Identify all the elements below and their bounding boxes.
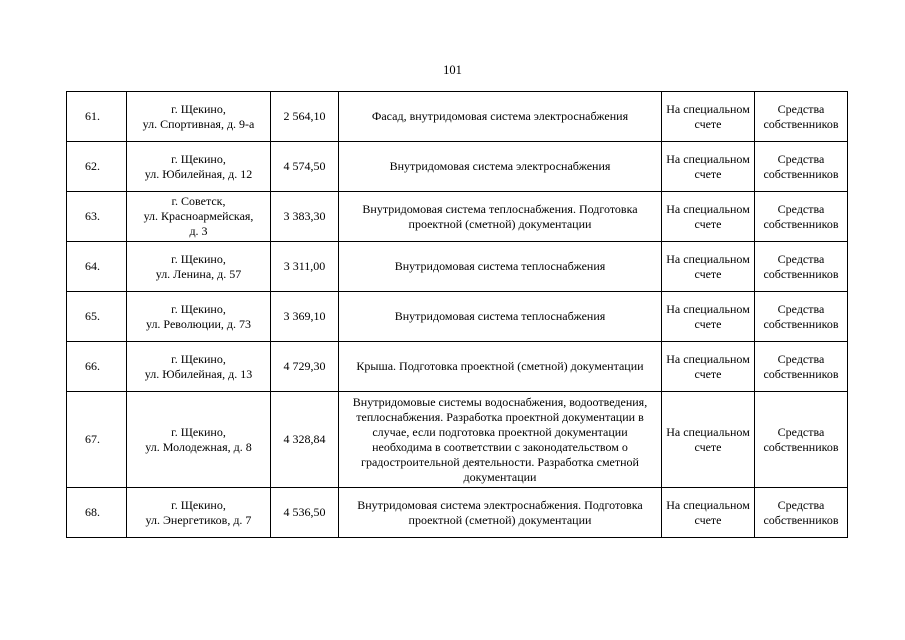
funding-source-cell: Средства собственников [755, 342, 848, 392]
account-type-cell: На специальном счете [662, 142, 755, 192]
address-line: ул. Энергетиков, д. 7 [145, 512, 252, 527]
row-number: 63. [67, 192, 127, 242]
work-description-cell: Внутридомовая система теплоснабжения [339, 292, 662, 342]
account-type-cell: На специальном счете [662, 342, 755, 392]
row-number: 66. [67, 342, 127, 392]
table-row [67, 242, 848, 292]
table-row [67, 488, 848, 538]
work-description-cell: Внутридомовая система электроснабжения [339, 142, 662, 192]
cost-cell: 3 383,30 [271, 192, 339, 242]
address-line: ул. Молодежная, д. 8 [145, 439, 252, 454]
address-line: г. Щекино, [171, 301, 226, 316]
address-line: ул. Ленина, д. 57 [155, 266, 242, 281]
address-line: г. Щекино, [171, 251, 226, 266]
page-number: 101 [443, 63, 462, 77]
cost-cell: 3 311,00 [271, 242, 339, 292]
table-row [67, 342, 848, 392]
table-row [67, 392, 848, 488]
row-number: 62. [67, 142, 127, 192]
address-cell [127, 292, 271, 342]
cost-cell: 4 328,84 [271, 392, 339, 488]
account-type-cell: На специальном счете [662, 92, 755, 142]
repair-program-table [66, 91, 848, 538]
funding-source-cell: Средства собственников [755, 242, 848, 292]
address-cell [127, 488, 271, 538]
row-number: 67. [67, 392, 127, 488]
row-number: 65. [67, 292, 127, 342]
address-line: д. 3 [189, 224, 208, 238]
address-cell [127, 392, 271, 488]
funding-source-cell: Средства собственников [755, 392, 848, 488]
row-number: 61. [67, 92, 127, 142]
address-line: г. Щекино, [171, 101, 226, 116]
account-type-cell: На специальном счете [662, 488, 755, 538]
work-description-cell: Крыша. Подготовка проектной (сметной) документации [339, 342, 662, 392]
address-line: ул. Красноармейская, [143, 209, 254, 223]
funding-source-cell: Средства собственников [755, 488, 848, 538]
account-type-cell: На специальном счете [662, 292, 755, 342]
address-line: г. Щекино, [171, 497, 226, 512]
table-row [67, 292, 848, 342]
work-description-cell: Фасад, внутридомовая система электроснабжения [339, 92, 662, 142]
funding-source-cell: Средства собственников [755, 142, 848, 192]
funding-source-cell: Средства собственников [755, 192, 848, 242]
funding-source-cell: Средства собственников [755, 292, 848, 342]
table-row [67, 92, 848, 142]
address-cell [127, 242, 271, 292]
address-line: г. Щекино, [171, 424, 226, 439]
account-type-cell: На специальном счете [662, 192, 755, 242]
address-line: ул. Революции, д. 73 [145, 316, 252, 331]
address-line: г. Советск, [171, 194, 226, 208]
table-row [67, 142, 848, 192]
address-line: ул. Юбилейная, д. 13 [144, 366, 253, 381]
row-number: 68. [67, 488, 127, 538]
row-number: 64. [67, 242, 127, 292]
address-line: ул. Спортивная, д. 9-а [142, 116, 255, 131]
work-description-cell: Внутридомовая система электроснабжения. Подготовка проектной (сметной) документации [339, 488, 662, 538]
cost-cell: 4 536,50 [271, 488, 339, 538]
funding-source-cell: Средства собственников [755, 92, 848, 142]
cost-cell: 4 574,50 [271, 142, 339, 192]
address-line: г. Щекино, [171, 151, 226, 166]
account-type-cell: На специальном счете [662, 242, 755, 292]
cost-cell: 3 369,10 [271, 292, 339, 342]
address-line: ул. Юбилейная, д. 12 [144, 166, 253, 181]
address-cell [127, 142, 271, 192]
work-description-cell: Внутридомовые системы водоснабжения, водоотведения, теплоснабжения. Разработка проектной документации в случае, если подготовка проектной документации необходима в соответствии с законодательством о градостроительной деятельности. Разработка сметной документации [339, 392, 662, 488]
address-line: г. Щекино, [171, 351, 226, 366]
address-cell [127, 342, 271, 392]
address-cell [127, 192, 271, 242]
work-description-cell: Внутридомовая система теплоснабжения [339, 242, 662, 292]
account-type-cell: На специальном счете [662, 392, 755, 488]
address-cell [127, 92, 271, 142]
cost-cell: 2 564,10 [271, 92, 339, 142]
work-description-cell: Внутридомовая система теплоснабжения. Подготовка проектной (сметной) документации [339, 192, 662, 242]
cost-cell: 4 729,30 [271, 342, 339, 392]
table-row [67, 192, 848, 242]
